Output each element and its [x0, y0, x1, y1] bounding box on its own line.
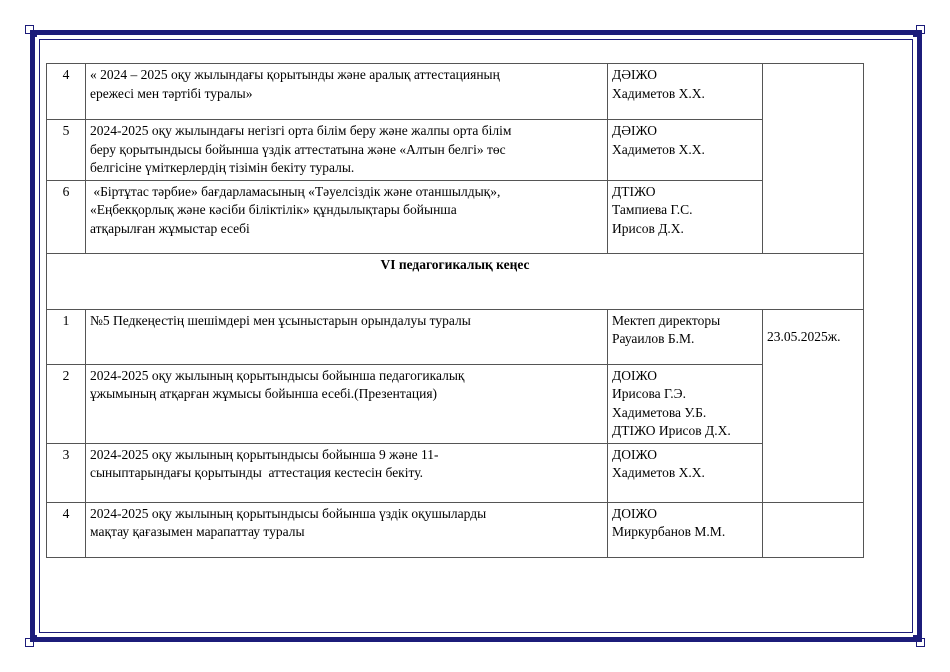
table-row: [47, 443, 864, 502]
date-cell: 23.05.2025ж.: [763, 309, 864, 502]
section-row: [47, 253, 864, 309]
topic-line: беру қорытындысы бойынша үздік аттестатына және «Алтын белгі» төс: [90, 141, 506, 157]
row-number: 4: [47, 64, 86, 120]
responsible-line: Мектеп директоры: [612, 312, 721, 328]
topic-line: сыныптарындағы қорытынды аттестация кестесін бекіту.: [90, 465, 423, 480]
plan-table: [46, 63, 864, 558]
row-number: 4: [47, 502, 86, 557]
corner-ornament-top-left: [25, 25, 39, 39]
responsible-line: ДТІЖО: [612, 183, 656, 199]
topic-line: «Еңбекқорлық және кәсіби біліктілік» құндылықтары бойынша: [90, 202, 457, 217]
topic-line: « 2024 – 2025 оқу жылындағы қорытынды және аралық аттестацияның: [90, 67, 500, 82]
topic-cell: [86, 309, 608, 364]
section-title: VI педагогикалық кеңес: [47, 253, 864, 309]
corner-ornament-bottom-right: [911, 633, 925, 647]
responsible-line: Рауаилов Б.М.: [612, 331, 695, 346]
responsible-line: Ирисов Д.Х.: [612, 220, 684, 236]
responsible-line: Хадиметов Х.Х.: [612, 85, 705, 101]
responsible-cell: [608, 364, 763, 443]
topic-line: 2024-2025 оқу жылының қорытындысы бойынша үздік оқушыларды: [90, 505, 487, 521]
topic-line: мақтау қағазымен марапаттау туралы: [90, 524, 305, 539]
table-row: [47, 64, 864, 120]
corner-ornament-top-right: [911, 25, 925, 39]
corner-ornament-bottom-left: [25, 633, 39, 647]
topic-cell: [86, 502, 608, 557]
responsible-cell: [608, 64, 763, 120]
responsible-line: Хадиметов Х.Х.: [612, 141, 705, 157]
topic-cell: [86, 364, 608, 443]
topic-line: №5 Педкеңестің шешімдері мен ұсыныстарын орындалуы туралы: [90, 312, 471, 328]
date-cell-empty: [763, 502, 864, 557]
topic-cell: [86, 443, 608, 502]
responsible-line: Хадиметова У.Б.: [612, 404, 707, 420]
topic-cell: [86, 120, 608, 181]
responsible-line: Хадиметов Х.Х.: [612, 465, 705, 480]
table-row: [47, 120, 864, 181]
table-row: [47, 364, 864, 443]
responsible-line: ДӘІЖО: [612, 123, 657, 138]
responsible-line: ДОІЖО: [612, 367, 657, 383]
responsible-line: ДТІЖО Ирисов Д.Х.: [612, 423, 731, 438]
responsible-line: ДӘІЖО: [612, 67, 657, 82]
row-number: 1: [47, 309, 86, 364]
topic-line: ұжымының атқарған жұмысы бойынша есебі.(Презентация): [90, 386, 438, 401]
responsible-line: Миркурбанов М.М.: [612, 524, 726, 539]
responsible-cell: [608, 443, 763, 502]
row-number: 5: [47, 120, 86, 181]
responsible-cell: [608, 309, 763, 364]
date-cell: [763, 64, 864, 254]
responsible-line: Тампиева Г.С.: [612, 202, 693, 217]
responsible-line: ДОІЖО: [612, 446, 657, 462]
topic-cell: [86, 64, 608, 120]
table-row: [47, 180, 864, 253]
row-number: 3: [47, 443, 86, 502]
topic-line: 2024-2025 оқу жылының қорытындысы бойынша педагогикалық: [90, 367, 465, 383]
row-number: 2: [47, 364, 86, 443]
row-number: 6: [47, 180, 86, 253]
responsible-line: Ирисова Г.Э.: [612, 386, 686, 401]
table-row: [47, 309, 864, 364]
topic-line: атқарылған жұмыстар есебі: [90, 220, 250, 236]
topic-line: белгісіне үміткерлердің тізімін бекіту туралы.: [90, 160, 355, 175]
topic-cell: [86, 180, 608, 253]
topic-line: ережесі мен тәртібі туралы»: [90, 85, 253, 101]
topic-line: «Біртұтас тәрбие» бағдарламасының «Тәуелсіздік және отаншылдық»,: [90, 183, 501, 199]
responsible-cell: [608, 502, 763, 557]
topic-line: 2024-2025 оқу жылындағы негізгі орта білім беру және жалпы орта білім: [90, 123, 512, 138]
responsible-line: ДОІЖО: [612, 505, 657, 521]
topic-line: 2024-2025 оқу жылының қорытындысы бойынша 9 және 11-: [90, 446, 439, 462]
table-row: [47, 502, 864, 557]
responsible-cell: [608, 180, 763, 253]
responsible-cell: [608, 120, 763, 181]
